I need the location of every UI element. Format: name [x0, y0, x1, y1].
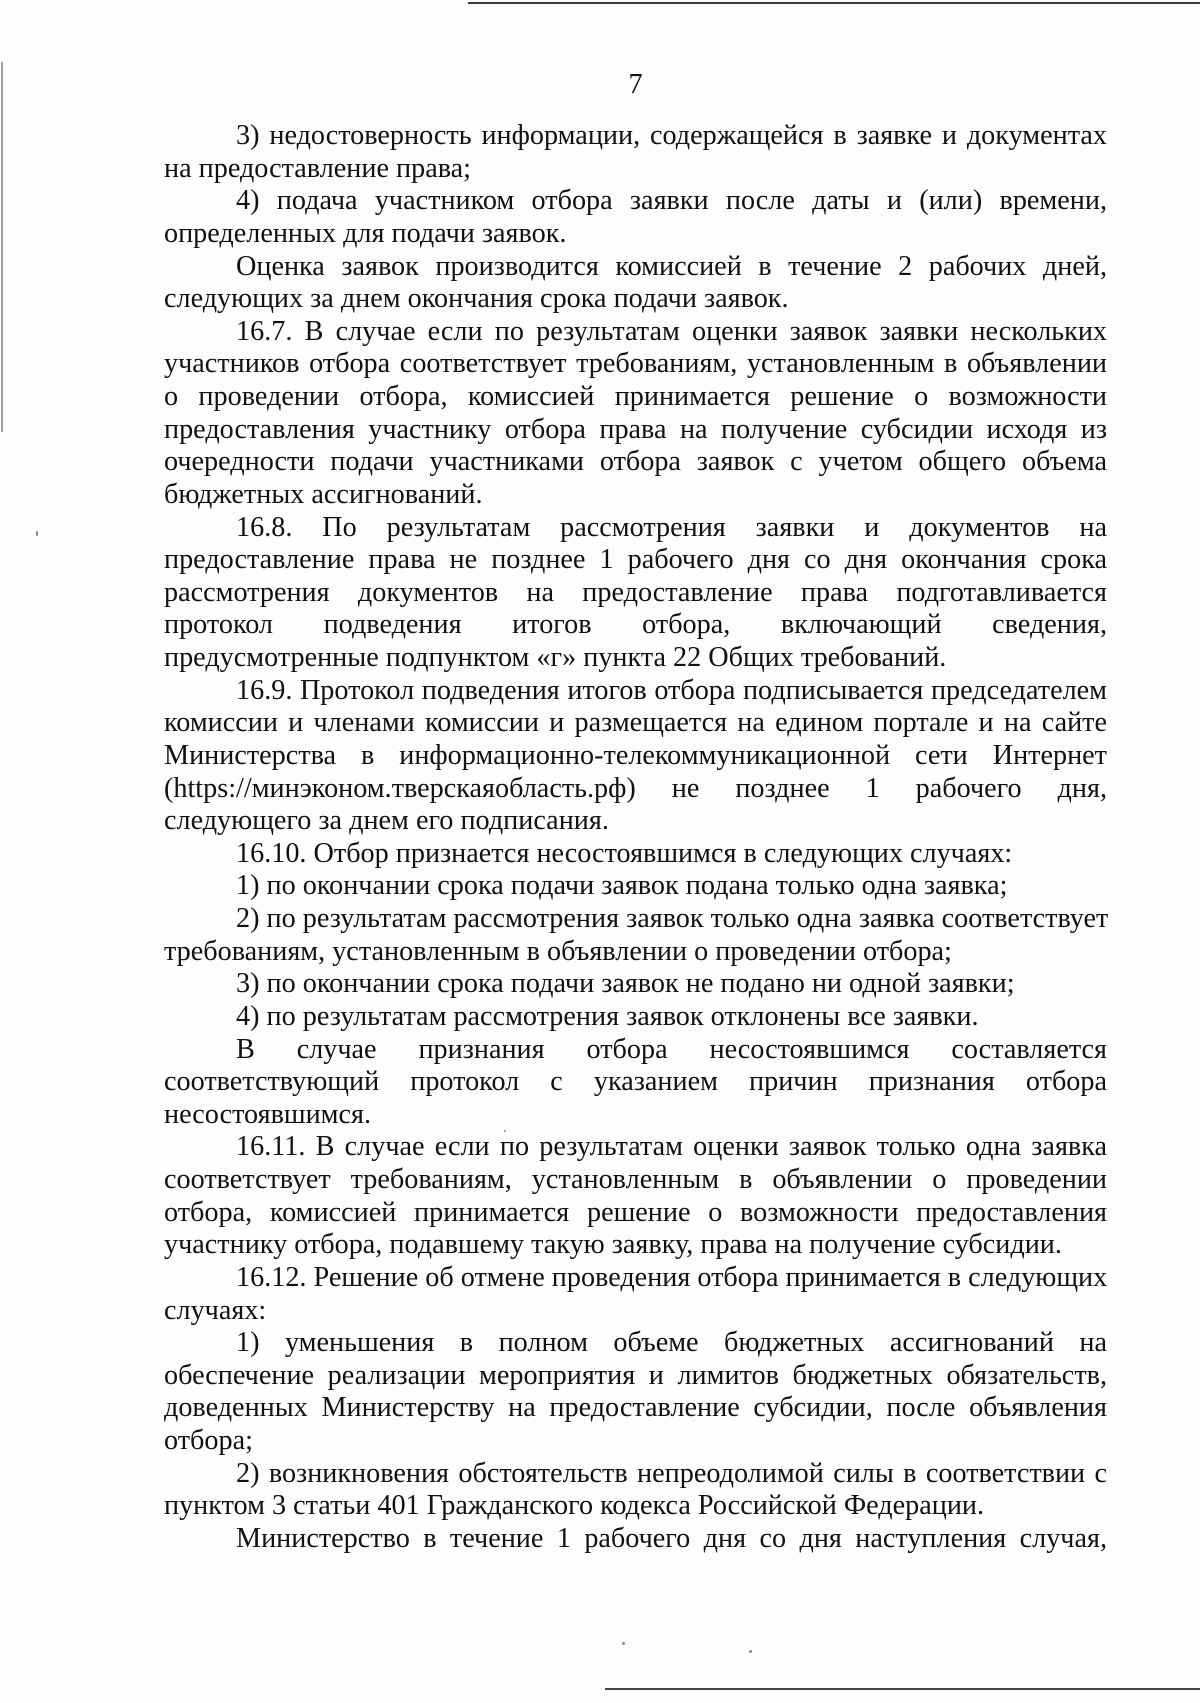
- text-line: участников отбора соответствует требованиям, установленным в объявлении: [164, 348, 1107, 380]
- clause-16-12-paragraph: [164, 1262, 1107, 1327]
- text-line: участнику отбора, подавшему такую заявку, права на получение субсидии.: [164, 1229, 1062, 1261]
- text-line: соответствующий протокол с указанием причин признания отбора: [164, 1066, 1107, 1098]
- scan-edge-top-line: [468, 2, 1200, 4]
- text-line: предоставления участнику отбора права на получение субсидии исходя из: [164, 413, 1107, 445]
- text-line: 16.10. Отбор признается несостоявшимся в следующих случаях:: [236, 837, 1013, 869]
- text-line: 16.7. В случае если по результатам оценки заявок заявки нескольких: [236, 315, 1107, 347]
- page-number: 7: [628, 69, 643, 100]
- text-line: несостоявшимся.: [164, 1098, 372, 1130]
- text-line: 16.8. По результатам рассмотрения заявки и документов на: [236, 511, 1107, 543]
- text-line: Министерство в течение 1 рабочего дня со дня наступления случая,: [236, 1522, 1107, 1554]
- clause-16-12-item-2: [164, 1458, 1107, 1523]
- clause-16-10-item-4: [164, 1001, 1107, 1034]
- text-line: о проведении отбора, комиссией принимается решение о возможности: [164, 381, 1107, 412]
- text-line: Оценка заявок производится комиссией в течение 2 рабочих дней,: [236, 250, 1107, 282]
- subitem-3-paragraph: [164, 120, 1107, 185]
- text-line: бюджетных ассигнований.: [164, 478, 483, 510]
- text-line: В случае признания отбора несостоявшимся составляется: [236, 1033, 1107, 1065]
- scan-edge-left-line: [1, 62, 3, 432]
- text-line: 4) по результатам рассмотрения заявок отклонены все заявки.: [236, 1000, 979, 1032]
- clause-16-11-paragraph: [164, 1131, 1107, 1262]
- text-line: 16.11. В случае если по результатам оценки заявок только одна заявка: [236, 1131, 1107, 1163]
- text-line: обеспечение реализации мероприятия и лимитов бюджетных обязательств,: [164, 1359, 1107, 1391]
- text-line: случаях:: [164, 1294, 267, 1326]
- text-line: 3) недостоверность информации, содержащейся в заявке и документах: [236, 120, 1107, 151]
- evaluation-note-paragraph: [164, 251, 1107, 316]
- text-line: на предоставление права;: [164, 152, 471, 184]
- text-line: (https://минэконом.тверскаяобласть.рф) не позднее 1 рабочего дня,: [164, 772, 1107, 804]
- scan-edge-bottom-line: [605, 1688, 1200, 1690]
- text-line: 16.9. Протокол подведения итогов отбора подписывается председателем: [236, 674, 1107, 706]
- document-body: [164, 120, 1107, 1556]
- text-line: 2) по результатам рассмотрения заявок только одна заявка соответствует: [236, 903, 1109, 934]
- text-line: следующих за днем окончания срока подачи заявок.: [164, 283, 789, 315]
- text-line: 16.12. Решение об отмене проведения отбора принимается в следующих: [236, 1261, 1108, 1293]
- text-line: очередности подачи участниками отбора заявок с учетом общего объема: [164, 446, 1107, 478]
- text-line: 3) по окончании срока подачи заявок не подано ни одной заявки;: [236, 968, 1015, 1000]
- clause-16-8-paragraph: [164, 512, 1107, 675]
- scan-speck: [749, 1650, 752, 1653]
- scan-speck: [36, 531, 38, 536]
- text-line: 1) уменьшения в полном объеме бюджетных ассигнований на: [236, 1327, 1107, 1359]
- text-line: доведенных Министерству на предоставление субсидии, после объявления: [164, 1392, 1107, 1424]
- text-line: соответствует требованиям, установленным в объявлении о проведении: [164, 1164, 1107, 1195]
- text-line: комиссии и членами комиссии и размещается на едином портале и на сайте: [164, 707, 1107, 739]
- text-line: Министерства в информационно-телекоммуникационной сети Интернет: [164, 739, 1107, 771]
- text-line: предусмотренные подпунктом «г» пункта 22 Общих требований.: [164, 642, 947, 673]
- text-line: требованиям, установленным в объявлении о проведении отбора;: [164, 935, 952, 967]
- clause-16-10-paragraph: [164, 838, 1107, 871]
- ministry-paragraph: [164, 1523, 1107, 1556]
- text-line: отбора, комиссией принимается решение о возможности предоставления: [164, 1196, 1107, 1228]
- text-line: пунктом 3 статьи 401 Гражданского кодекса Российской Федерации.: [164, 1490, 985, 1522]
- scan-speck: [622, 1642, 625, 1645]
- clause-16-12-item-1: [164, 1327, 1107, 1458]
- text-line: определенных для подачи заявок.: [164, 217, 567, 249]
- clause-16-10-item-2: [164, 903, 1107, 968]
- text-line: отбора;: [164, 1425, 253, 1456]
- text-line: 4) подача участником отбора заявки после даты и (или) времени,: [236, 185, 1107, 217]
- text-line: 1) по окончании срока подачи заявок подана только одна заявка;: [236, 870, 1008, 902]
- clause-16-9-paragraph: [164, 675, 1107, 838]
- text-line: протокол подведения итогов отбора, включающий сведения,: [164, 609, 1107, 641]
- clause-16-10-item-3: [164, 968, 1107, 1001]
- failed-selection-note-paragraph: [164, 1034, 1107, 1132]
- clause-16-7-paragraph: [164, 316, 1107, 512]
- text-line: предоставление права не позднее 1 рабочего дня со дня окончания срока: [164, 544, 1107, 576]
- text-line: следующего за днем его подписания.: [164, 805, 609, 837]
- text-line: рассмотрения документов на предоставление права подготавливается: [164, 576, 1107, 608]
- clause-16-10-item-1: [164, 870, 1107, 903]
- text-line: 2) возникновения обстоятельств непреодолимой силы в соответствии с: [236, 1457, 1107, 1489]
- subitem-4-paragraph: [164, 185, 1107, 250]
